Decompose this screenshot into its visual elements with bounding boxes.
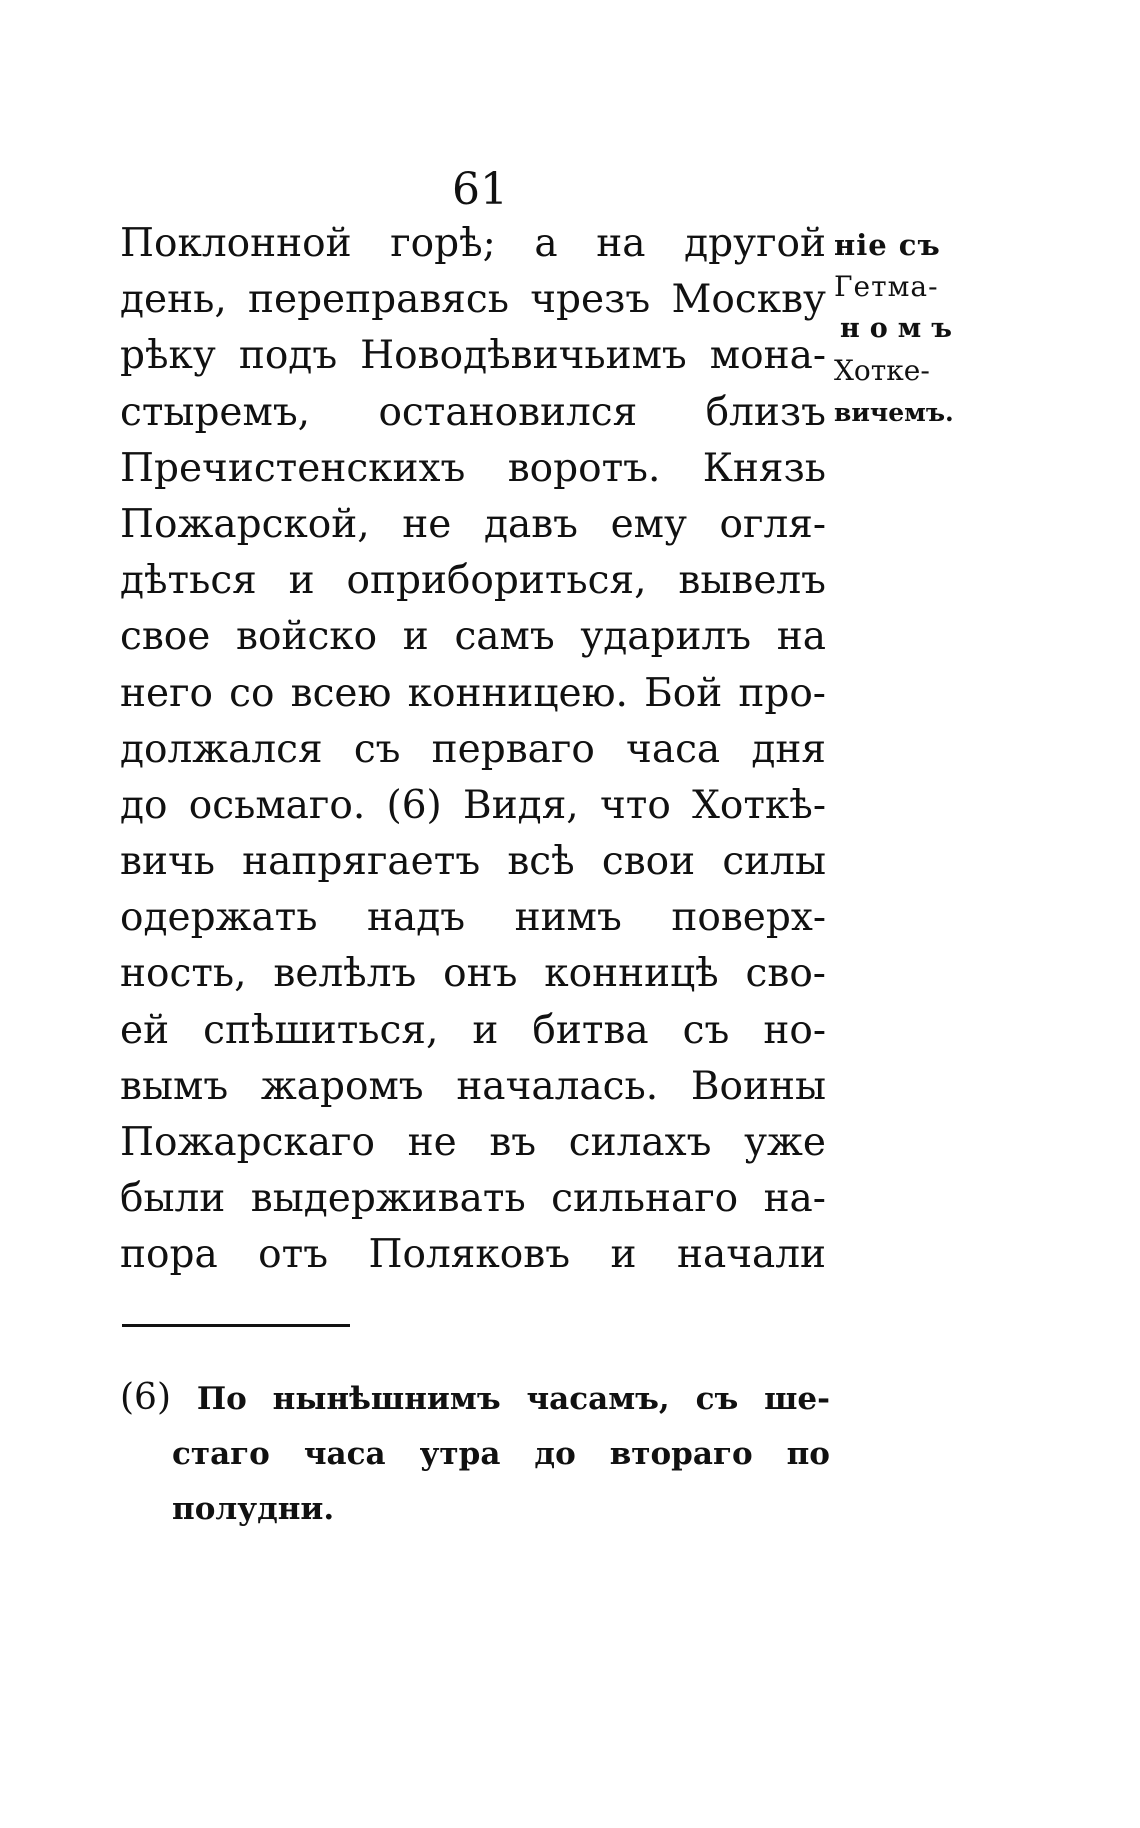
margin-note-line: вичемъ.	[834, 398, 954, 427]
footnote-text: По нынѣшнимъ часамъ, съ ше-	[196, 1381, 830, 1417]
body-text	[120, 216, 826, 1284]
body-line: пора отъ Поляковъ и начали	[120, 1232, 826, 1278]
body-line: вымъ жаромъ началась. Воины	[120, 1063, 826, 1109]
body-line: Пожарской, не давъ ему огля-	[120, 501, 826, 547]
footnote-marker: (6)	[120, 1377, 171, 1418]
body-line: него со всею конницею. Бой про-	[120, 670, 826, 716]
footnote-divider	[122, 1324, 350, 1327]
body-line: свое войско и самъ ударилъ на	[120, 614, 826, 660]
footnote-line: полудни.	[172, 1491, 335, 1527]
margin-note	[834, 224, 974, 434]
body-line: стыремъ, остановился близъ	[120, 389, 826, 435]
body-line: Поклонной горѣ; а на другой	[120, 221, 826, 266]
body-line: Пречистенскихъ воротъ. Князь	[120, 445, 826, 491]
body-line: вичь напрягаетъ всѣ свои силы	[120, 839, 826, 885]
body-line: должался съ перваго часа дня	[120, 726, 826, 772]
body-line: день, переправясь чрезъ Москву	[120, 277, 826, 323]
body-line: Пожарскаго не въ силахъ уже	[120, 1120, 826, 1165]
body-line: до осьмаго. (6) Видя, что Хоткѣ-	[120, 782, 826, 828]
body-line: ей спѣшиться, и битва съ но-	[120, 1007, 826, 1053]
footnote	[120, 1370, 830, 1537]
body-line: были выдерживать сильнаго на-	[120, 1176, 826, 1222]
body-line: одержать надъ нимъ поверх-	[120, 895, 826, 941]
body-line: рѣку подъ Новодѣвичьимъ мона-	[120, 333, 826, 379]
margin-note-line: номъ	[840, 313, 962, 344]
margin-note-line: ніе съ	[834, 228, 941, 262]
body-line: дѣться и оприбориться, вывелъ	[120, 558, 826, 604]
margin-note-line: Хотке-	[834, 354, 930, 387]
margin-note-line: Гетма-	[834, 270, 939, 303]
page-number: 61	[452, 164, 508, 215]
footnote-line	[120, 1370, 830, 1427]
body-line: ность, велѣлъ онъ конницѣ сво-	[120, 951, 826, 997]
footnote-line: стаго часа утра до втораго по	[172, 1436, 830, 1472]
